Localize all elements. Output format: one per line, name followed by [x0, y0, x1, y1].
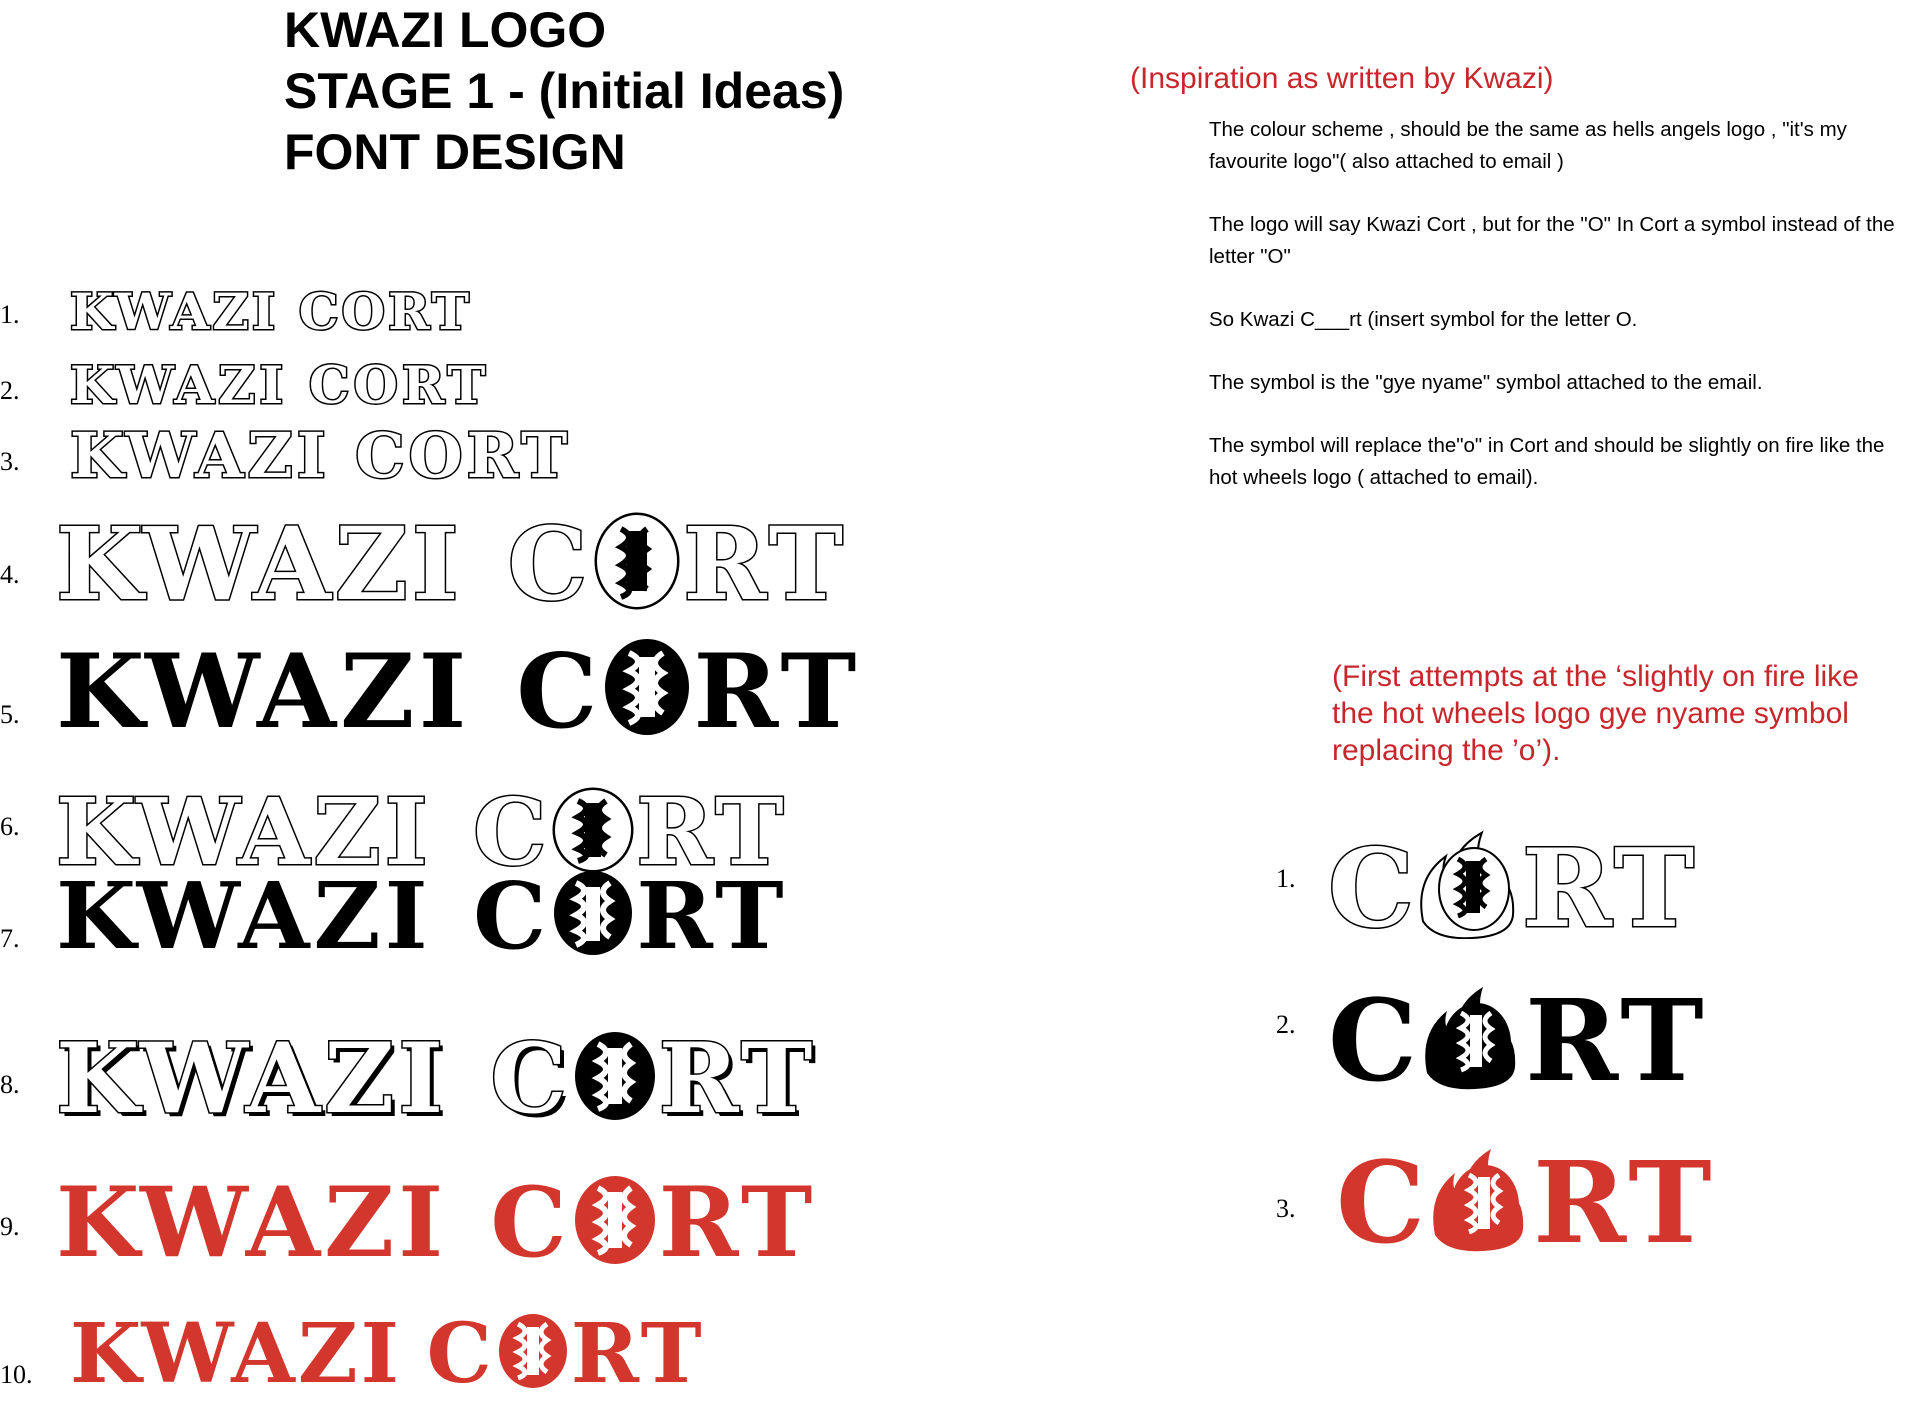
- inspiration-notes: [1209, 114, 1909, 525]
- word-kwazi: KWAZI: [56, 632, 471, 752]
- title-line-1: KWAZI LOGO: [284, 2, 607, 58]
- letter-c: C: [473, 778, 551, 886]
- sample-number: 4.: [0, 560, 20, 589]
- page-title: [284, 0, 844, 183]
- inspiration-paragraph: The symbol will replace the"o" in Cort and should be slightly on fire like the hot wheels logo ( attached to email).: [1209, 434, 1885, 489]
- letters-rt: RT: [1525, 976, 1708, 1107]
- inspiration-paragraph: The symbol is the "gye nyame" symbol attached to the email.: [1209, 371, 1763, 394]
- attempts-heading: (First attempts at the ‘slightly on fire like the hot wheels logo gye nyame symbol replacing the ’o’).: [1332, 660, 1859, 767]
- font-sample-7: [56, 862, 788, 970]
- attempt-3: [1336, 1138, 1716, 1269]
- word-kwazi: KWAZI: [56, 505, 463, 623]
- sample-number: 10.: [0, 1360, 33, 1389]
- letters-rt: RT: [636, 778, 788, 886]
- font-sample-10: [70, 1306, 705, 1402]
- letter-c: C: [426, 1306, 495, 1402]
- sample-number: 1.: [0, 300, 20, 329]
- title-line-2: STAGE 1 - (Initial Ideas): [284, 63, 845, 119]
- letter-c: C: [1336, 1138, 1430, 1269]
- font-sample-2: KWAZI CORT: [70, 356, 490, 416]
- sample-number: 7.: [0, 924, 20, 953]
- font-sample-4: [56, 505, 847, 623]
- sample-number: 9.: [0, 1212, 20, 1241]
- letters-rt: RT: [570, 1306, 705, 1402]
- word-kwazi: KWAZI: [56, 1022, 448, 1135]
- letter-c: C: [516, 632, 602, 752]
- letter-c: C: [1328, 826, 1418, 952]
- letter-c: C: [490, 1166, 571, 1279]
- attempt-2: [1328, 976, 1708, 1107]
- word-kwazi: KWAZI: [70, 1306, 403, 1402]
- inspiration-paragraph: The logo will say Kwazi Cort , but for the "O" In Cort a symbol instead of the letter "O": [1209, 213, 1895, 268]
- letters-rt: RT: [1533, 1138, 1716, 1269]
- font-sample-5: [56, 632, 860, 752]
- sample-number: 6.: [0, 812, 20, 841]
- letter-c: C: [473, 862, 551, 970]
- gye-nyame-symbol-icon: [571, 1028, 659, 1124]
- gye-nyame-symbol-icon: [601, 635, 693, 739]
- inspiration-heading: (Inspiration as written by Kwazi): [1130, 62, 1554, 95]
- letters-rt: RT: [636, 862, 788, 970]
- sample-number: 3.: [0, 447, 20, 476]
- gye-nyame-symbol-icon: [495, 1310, 571, 1392]
- word-kwazi: KWAZI: [56, 862, 432, 970]
- gye-nyame-symbol-icon: [571, 1172, 659, 1268]
- letters-rt: RT: [1521, 826, 1699, 952]
- sample-number: 2.: [0, 376, 20, 405]
- attempt-number: 1.: [1276, 864, 1296, 893]
- flame-gye-nyame-icon: [1421, 981, 1525, 1093]
- letters-rt: RT: [658, 1022, 817, 1135]
- letter-c: C: [507, 505, 592, 623]
- letters-rt: RT: [693, 632, 861, 752]
- font-sample-8: [56, 1022, 816, 1135]
- sample-number: 5.: [0, 700, 20, 729]
- letter-c: C: [1328, 976, 1422, 1107]
- gye-nyame-symbol-icon: [591, 511, 683, 611]
- letters-rt: RT: [658, 1166, 817, 1279]
- attempt-1: [1328, 826, 1698, 952]
- attempt-number: 2.: [1276, 1010, 1296, 1039]
- font-sample-9: [56, 1166, 816, 1279]
- word-kwazi: KWAZI: [56, 778, 432, 886]
- sample-number: 8.: [0, 1070, 20, 1099]
- letter-c: C: [490, 1022, 571, 1135]
- inspiration-paragraph: So Kwazi C___rt (insert symbol for the letter O.: [1209, 308, 1638, 331]
- word-kwazi: KWAZI: [56, 1166, 448, 1279]
- font-sample-3: KWAZI CORT: [70, 419, 572, 492]
- title-line-3: FONT DESIGN: [284, 124, 626, 180]
- flame-gye-nyame-icon: [1418, 829, 1522, 939]
- font-sample-1: KWAZI CORT: [70, 282, 472, 341]
- attempt-number: 3.: [1276, 1194, 1296, 1223]
- letters-rt: RT: [683, 505, 847, 623]
- inspiration-paragraph: The colour scheme , should be the same as hells angels logo , "it's my favourite logo"( also attached to email ): [1209, 118, 1847, 173]
- flame-gye-nyame-icon: [1429, 1143, 1533, 1255]
- gye-nyame-symbol-icon: [550, 867, 636, 959]
